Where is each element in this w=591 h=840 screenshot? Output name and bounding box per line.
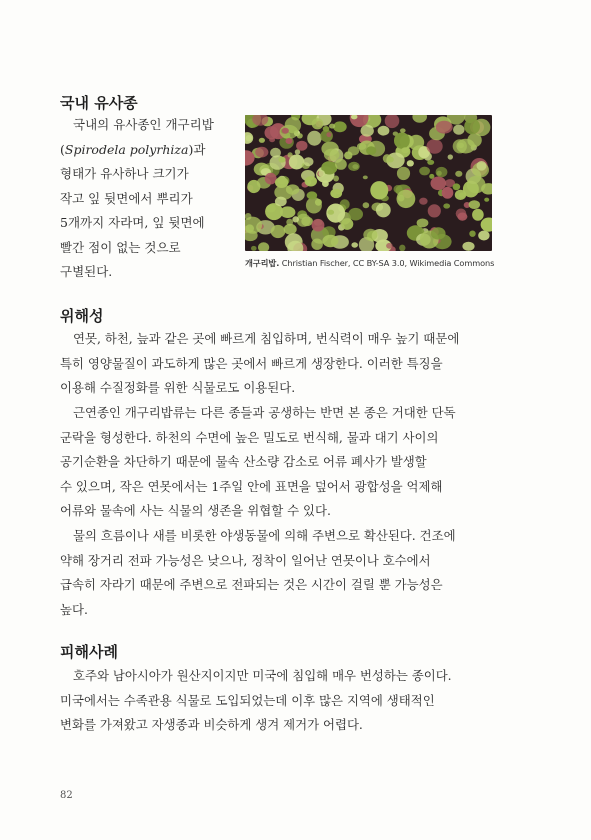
text-line: 미국에서는 수족관용 식물로 도입되었는데 이후 많은 지역에 생태적인 [60,692,435,708]
text-line: (Spirodela polyrhiza)과 [60,141,206,157]
text-line: 수 있으며, 작은 연못에서는 1주일 안에 표면을 덮어서 광합성을 억제해 [60,478,443,494]
caption-credit: Christian Fischer, CC BY-SA 3.0, Wikimedia Commons [279,258,495,268]
section-heading-similar-species: 국내 유사종 [60,94,138,112]
harm-paragraph-3 [60,524,500,622]
text-line: 특히 영양물질이 과도하게 많은 곳에서 빠르게 생장한다. 이러한 특징을 [60,355,443,371]
text-line: 높다. [60,601,88,617]
page-number: 82 [60,790,73,801]
text-line: 구별된다. [60,264,113,279]
harm-paragraph-2 [60,401,500,524]
photo-caption [245,258,505,269]
text-line: 이용해 수질정화를 위한 식물로도 이용된다. [60,380,296,396]
text-line: 빨간 점이 없는 것으로 [60,239,181,255]
harm-paragraph-1 [60,327,500,401]
text-line: 어류와 물속에 사는 식물의 생존을 위협할 수 있다. [60,503,331,519]
text-line: 근연종인 개구리밥류는 다른 종들과 공생하는 반면 본 종은 거대한 단독 [73,405,456,420]
section-heading-damage-cases: 피해사례 [60,643,118,661]
text-line: 공기순환을 차단하기 때문에 물속 산소량 감소로 어류 폐사가 발생할 [60,454,427,470]
scientific-name: Spirodela polyrhiza [64,141,189,157]
section-heading-harmfulness: 위해성 [60,307,104,325]
text-line: 변화를 가져왔고 자생종과 비슷하게 생겨 제거가 어렵다. [60,717,363,733]
text-line: 급속히 자라기 때문에 주변으로 전파되는 것은 시간이 걸릴 뿐 가능성은 [60,577,443,593]
duckweed-photo-image [245,115,492,251]
damage-paragraph [60,664,500,738]
text-line: 물의 흐름이나 새를 비롯한 야생동물에 의해 주변으로 확산된다. 건조에 [73,528,456,543]
similar-species-paragraph [60,113,220,285]
caption-species-name: 개구리밥. [245,258,280,268]
duckweed-photo [245,115,492,251]
text-line: 호주와 남아시아가 원산지이지만 미국에 침입해 매우 번성하는 종이다. [73,668,452,683]
text-line: 국내의 유사종인 개구리밥 [73,117,214,132]
text-line: 군락을 형성한다. 하천의 수면에 높은 밀도로 번식해, 물과 대기 사이의 [60,429,439,445]
text-line: 작고 잎 뒷면에서 뿌리가 [60,190,193,206]
text-line: 5개까지 자라며, 잎 뒷면에 [60,215,205,230]
text-line: 연못, 하천, 늪과 같은 곳에 빠르게 침입하며, 번식력이 매우 높기 때문에 [73,331,460,346]
text-line: 형태가 유사하나 크기가 [60,166,189,181]
text-line: 약해 장거리 전파 가능성은 낮으나, 정착이 일어난 연못이나 호수에서 [60,552,431,568]
